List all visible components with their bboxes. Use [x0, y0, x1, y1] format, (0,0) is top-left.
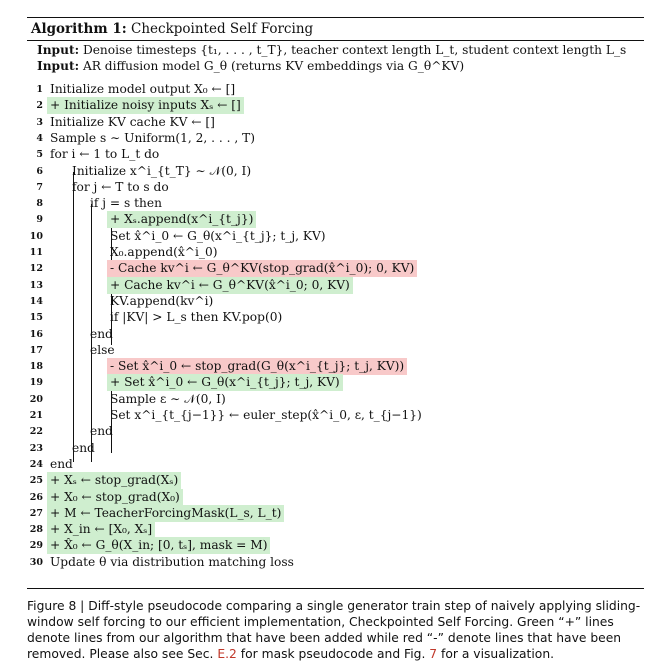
line-text: Update θ via distribution matching loss [50, 554, 294, 569]
caption-text-c: for a visualization. [441, 647, 555, 661]
pseudocode-line [27, 521, 627, 538]
input-key: Input: [37, 59, 80, 73]
pseudocode-line [27, 440, 627, 457]
input-line-2 [37, 58, 464, 75]
line-number: 16 [29, 328, 43, 340]
added-line-text: + X_in ← [X₀, Xₛ] [47, 521, 155, 538]
pseudocode-line [27, 358, 627, 375]
pseudocode-line [27, 342, 627, 359]
line-number: 15 [29, 312, 43, 324]
line-text: end [50, 456, 73, 471]
removed-line-text: - Set x̂^i_0 ← stop_grad(G_θ(x^i_{t_j}; t_j, KV)) [107, 358, 407, 375]
line-text: Sample s ∼ Uniform(1, 2, . . . , T) [50, 130, 256, 145]
pseudocode-line [27, 326, 627, 343]
line-text: X₀.append(x̂^i_0) [110, 245, 218, 259]
line-number: 28 [29, 524, 43, 536]
pseudocode-line [27, 81, 627, 98]
line-number: 29 [29, 540, 43, 552]
pseudocode-line [27, 195, 627, 212]
line-text: Initialize x^i_{t_T} ∼ 𝒩(0, I) [72, 163, 252, 178]
line-text: for j ← T to s do [72, 179, 169, 194]
line-text: Initialize model output X₀ ← [] [50, 82, 236, 96]
line-text: if |KV| > L_s then KV.pop(0) [110, 310, 283, 325]
added-line-text: + Cache kv^i ← G_θ^KV(x̂^i_0; 0, KV) [107, 277, 353, 294]
line-number: 7 [36, 181, 43, 193]
pseudocode-line [27, 407, 627, 424]
pseudocode-line [27, 309, 627, 326]
pseudocode-line [27, 114, 627, 131]
section-reference-link[interactable]: E.2 [217, 647, 237, 661]
line-number: 30 [29, 556, 43, 568]
pseudocode-line [27, 211, 627, 228]
pseudocode-line [27, 456, 627, 473]
input-text: AR diffusion model G_θ (returns KV embeddings via G_θ^KV) [82, 59, 465, 73]
added-line-text: + Xₛ ← stop_grad(Xₛ) [47, 472, 181, 489]
line-text: else [90, 342, 115, 357]
line-text: end [90, 326, 113, 341]
pseudocode-line [27, 244, 627, 261]
figure-label: Figure 8 | [27, 599, 85, 613]
line-number: 11 [29, 247, 43, 258]
line-number: 17 [29, 344, 43, 356]
pseudocode-line [27, 130, 627, 147]
line-number: 22 [29, 426, 43, 438]
line-number: 27 [29, 507, 43, 519]
line-number: 5 [36, 149, 43, 161]
pseudocode-line [27, 179, 627, 196]
pseudocode-line [27, 374, 627, 391]
line-number: 13 [29, 279, 43, 291]
input-key: Input: [37, 43, 80, 57]
added-line-text: + X₀ ← stop_grad(X₀) [47, 489, 183, 506]
line-number: 26 [29, 491, 43, 503]
line-text: KV.append(kv^i) [110, 293, 214, 308]
line-text: end [72, 440, 95, 455]
added-line-text: + M ← TeacherForcingMask(L_s, L_t) [47, 505, 284, 522]
algorithm-label: Algorithm 1: [31, 21, 127, 37]
algorithm-title-bar [27, 18, 644, 41]
algorithm-title: Checkpointed Self Forcing [131, 21, 314, 37]
pseudocode-line [27, 391, 627, 408]
line-number: 12 [29, 263, 43, 275]
pseudocode-line [27, 146, 627, 163]
line-number: 3 [36, 116, 43, 128]
pseudocode-line [27, 537, 627, 554]
line-number: 21 [29, 410, 43, 421]
pseudocode-line [27, 228, 627, 245]
pseudocode-line [27, 505, 627, 522]
caption-text-b: for mask pseudocode and Fig. [240, 647, 426, 661]
added-line-text: + Initialize noisy inputs Xₛ ← [] [47, 97, 244, 114]
line-number: 20 [29, 393, 43, 405]
line-number: 25 [29, 475, 43, 487]
input-line-1 [37, 42, 626, 59]
pseudocode-line [27, 472, 627, 489]
pseudocode-line [27, 260, 627, 277]
input-text: Denoise timesteps {t₁, . . . , t_T}, teacher context length L_t, student context length L_s [82, 43, 627, 57]
pseudocode-line [27, 423, 627, 440]
line-number: 2 [36, 100, 43, 112]
line-number: 9 [36, 214, 43, 226]
line-number: 10 [29, 230, 43, 242]
line-text: for i ← 1 to L_t do [50, 147, 160, 162]
added-line-text: + Xₛ.append(x^i_{t_j}) [107, 211, 256, 228]
line-number: 6 [36, 165, 43, 177]
pseudocode-line [27, 489, 627, 506]
line-text: Set x^i_{t_{j−1}} ← euler_step(x̂^i_0, ε, t_{j−1}) [110, 408, 422, 422]
line-text: Set x̂^i_0 ← G_θ(x^i_{t_j}; t_j, KV) [110, 228, 326, 243]
removed-line-text: - Cache kv^i ← G_θ^KV(stop_grad(x̂^i_0); 0, KV) [107, 260, 417, 277]
pseudocode-line [27, 277, 627, 294]
line-number: 24 [29, 458, 43, 470]
line-number: 4 [36, 132, 43, 144]
line-number: 19 [29, 377, 43, 389]
line-number: 14 [29, 295, 43, 307]
pseudocode-line [27, 554, 627, 571]
line-number: 8 [36, 198, 43, 210]
line-text: Initialize KV cache KV ← [] [50, 114, 215, 129]
line-number: 1 [36, 84, 43, 95]
added-line-text: + Set x̂^i_0 ← G_θ(x^i_{t_j}; t_j, KV) [107, 374, 343, 391]
pseudocode-line [27, 163, 627, 180]
added-line-text: + X̂₀ ← G_θ(X_in; [0, tₛ], mask = M) [47, 537, 270, 554]
algorithm-box [27, 17, 644, 589]
caption-text-a: Diff-style pseudocode comparing a single generator train step of naively applying sliding-window self forcing to our efficient implementation, Checkpointed Self Forcing. Green “+” lines denote lines from our algorithm that have been added while red “-” denote lines that have been removed. Please also see Sec. [27, 599, 641, 661]
figure-caption [27, 598, 647, 662]
figure-reference-link[interactable]: 7 [429, 647, 438, 661]
line-text: end [90, 424, 113, 439]
line-text: if j = s then [90, 196, 162, 211]
line-text: Sample ε ∼ 𝒩(0, I) [110, 391, 226, 406]
pseudocode-line [27, 97, 627, 114]
pseudocode-line [27, 293, 627, 310]
line-number: 23 [29, 442, 43, 454]
line-number: 18 [29, 361, 43, 373]
